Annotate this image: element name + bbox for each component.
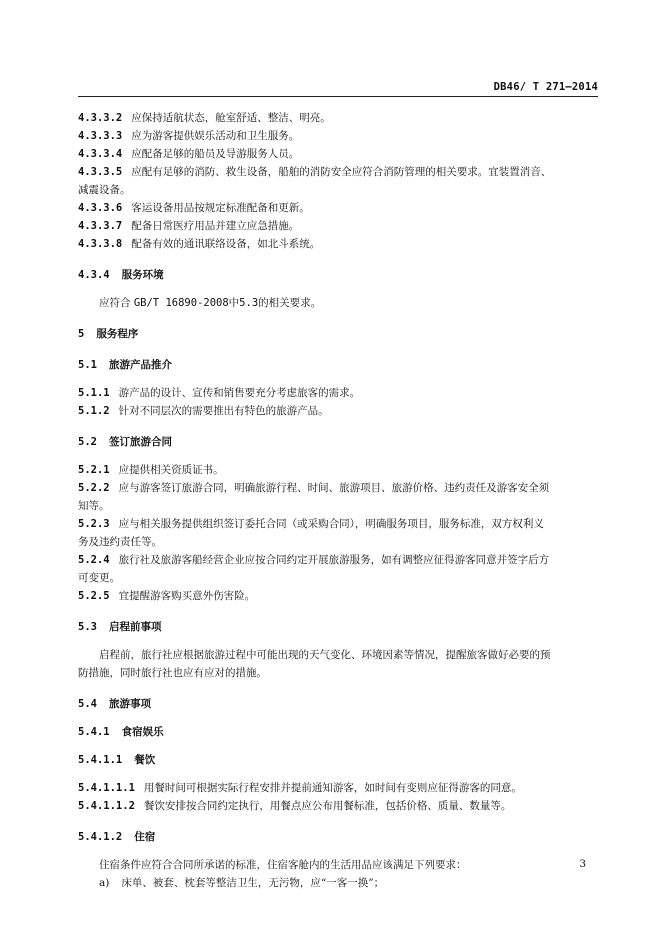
clause-4-3-3-4: 4.3.3.4 应配备足够的船员及导游服务人员。	[78, 148, 300, 160]
clause-4-3-3-5: 4.3.3.5 应配有足够的消防、救生设备，船舶的消防安全应符合消防管理的相关要求。宜装置消音、	[78, 166, 552, 178]
clause-5-2-3-continued: 务及违约责任等。	[78, 536, 162, 548]
paragraph-5-4-1-2: 住宿条件应符合合同所承诺的标准，住宿客舱内的生活用品应该满足下列要求：	[99, 859, 467, 871]
clause-5-4-1-1-1: 5.4.1.1.1 用餐时间可根据实际行程安排并提前通知游客，如时间有变则应征得游客的同意。	[78, 782, 522, 794]
clause-4-3-3-2: 4.3.3.2 应保持适航状态，舱室舒适、整洁、明亮。	[78, 112, 331, 124]
clause-5-2-3: 5.2.3 应与相关服务提供组织签订委托合同（或采购合同），明确服务项目，服务标准，双方权利义	[78, 518, 544, 530]
clause-4-3-3-5-continued: 减震设备。	[78, 184, 131, 196]
clause-5-2-4: 5.2.4 旅行社及旅游客船经营企业应按合同约定开展旅游服务，如有调整应征得游客同意并签字后方	[78, 554, 550, 566]
paragraph-4-3-4: 应符合 GB/T 16890-2008中5.3的相关要求。	[99, 297, 322, 309]
clause-4-3-3-6: 4.3.3.6 客运设备用品按规定标准配备和更新。	[78, 202, 310, 214]
heading-5-4-1-2: 5.4.1.2 住宿	[78, 831, 156, 843]
heading-5-4: 5.4 旅游事项	[78, 698, 151, 710]
page-number: 3	[579, 858, 586, 870]
heading-5-1: 5.1 旅游产品推介	[78, 359, 172, 371]
heading-4-3-4: 4.3.4 服务环境	[78, 269, 164, 281]
heading-5-4-1-1: 5.4.1.1 餐饮	[78, 754, 156, 766]
clause-5-2-1: 5.2.1 应提供相关资质证书。	[78, 464, 224, 476]
clause-4-3-3-7: 4.3.3.7 配备日常医疗用品并建立应急措施。	[78, 220, 300, 232]
clause-5-2-4-continued: 可变更。	[78, 572, 120, 584]
document-code: DB46/ T 271—2014	[493, 81, 598, 93]
heading-5-3: 5.3 启程前事项	[78, 621, 162, 633]
paragraph-5-3-line-2: 防措施，同时旅行社也应有应对的措施。	[78, 667, 267, 679]
clause-5-2-2-continued: 知等。	[78, 500, 110, 512]
paragraph-5-3-line-1: 启程前，旅行社应根据旅游过程中可能出现的天气变化、环境因素等情况，提醒旅客做好必要的预	[99, 649, 551, 661]
header-rule	[78, 96, 598, 97]
clause-4-3-3-3: 4.3.3.3 应为游客提供娱乐活动和卫生服务。	[78, 130, 300, 142]
clause-5-1-1: 5.1.1 游产品的设计、宣传和销售要充分考虑旅客的需求。	[78, 387, 361, 399]
list-item-a: a) 床单、被套、枕套等整洁卫生，无污物，应“一客一换”；	[99, 877, 385, 889]
heading-5-2: 5.2 签订旅游合同	[78, 436, 172, 448]
clause-5-2-2: 5.2.2 应与游客签订旅游合同，明确旅游行程、时间、旅游项目、旅游价格、违约责任及游客安全须	[78, 482, 550, 494]
clause-4-3-3-8: 4.3.3.8 配备有效的通讯联络设备，如北斗系统。	[78, 238, 321, 250]
clause-5-1-2: 5.1.2 针对不同层次的需要推出有特色的旅游产品。	[78, 405, 329, 417]
clause-5-4-1-1-2: 5.4.1.1.2 餐饮安排按合同约定执行，用餐点应公布用餐标准，包括价格、质量、数量等。	[78, 800, 512, 812]
heading-5-4-1: 5.4.1 食宿娱乐	[78, 726, 164, 738]
page-body	[78, 109, 598, 892]
clause-5-2-5: 5.2.5 宜提醒游客购买意外伤害险。	[78, 590, 256, 602]
heading-5: 5 服务程序	[78, 328, 139, 340]
